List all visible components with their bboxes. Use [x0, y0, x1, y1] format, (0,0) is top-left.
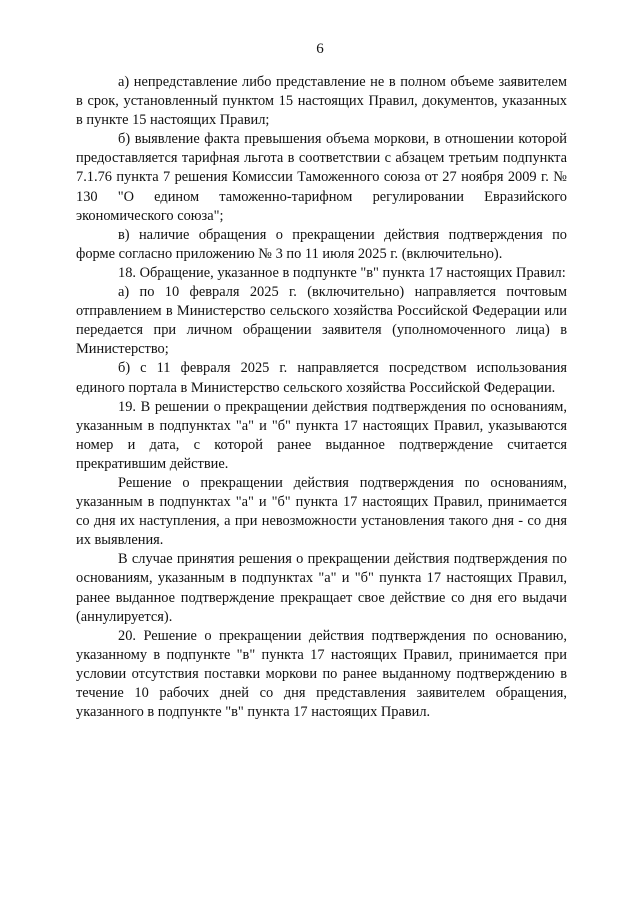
paragraph-18a: а) по 10 февраля 2025 г. (включительно) направляется почтовым отправлением в Министерство сельского хозяйства Российской Федерации или передается при личном обращении заявителя (уполномоченного лица) в Министерство;	[76, 284, 567, 358]
paragraph-19: 19. В решении о прекращении действия подтверждения по основаниям, указанным в подпунктах "а" и "б" пункта 17 настоящих Правил, указываются номер и дата, с которой ранее выданное подтверждение считается прекратившим действие.	[76, 398, 567, 472]
paragraph-18: 18. Обращение, указанное в подпункте "в" пункта 17 настоящих Правил:	[118, 264, 566, 281]
paragraph-17b: б) выявление факта превышения объема моркови, в отношении которой предоставляется тарифная льгота в соответствии с абзацем третьим подпункта 7.1.76 пункта 7 решения Комиссии Таможенного союза от 27 ноября 2009 г. № 130 "О едином таможенно-тарифном регулировании Евразийского экономического союза";	[76, 131, 567, 224]
paragraph-17a: а) непредставление либо представление не в полном объеме заявителем в срок, установленный пунктом 15 настоящих Правил, документов, указанных в пункте 15 настоящих Правил;	[76, 74, 567, 129]
paragraph-19-annulment: В случае принятия решения о прекращении действия подтверждения по основаниям, указанным в подпунктах "а" и "б" пункта 17 настоящих Правил, ранее выданное подтверждение прекращает свое действие со дня его выдачи (аннулируется).	[76, 551, 567, 625]
paragraph-20: 20. Решение о прекращении действия подтверждения по основанию, указанному в подпункте "в" пункта 17 настоящих Правил, принимается при условии отсутствия поставки моркови по ранее выданному подтверждению в течение 10 рабочих дней со дня представления заявителем обращения, указанного в подпункте "в" пункта 17 настоящих Правил.	[76, 627, 567, 721]
document-body	[76, 73, 567, 722]
page-number: 6	[316, 41, 324, 57]
paragraph-19-decision-date: Решение о прекращении действия подтверждения по основаниям, указанным в подпунктах "а" и "б" пункта 17 настоящих Правил, принимается со дня их наступления, а при невозможности установления такого дня - со дня их выявления.	[76, 474, 567, 549]
paragraph-17v: в) наличие обращения о прекращении действия подтверждения по форме согласно приложению № 3 по 11 июля 2025 г. (включительно).	[76, 226, 567, 262]
paragraph-18b: б) с 11 февраля 2025 г. направляется посредством использования единого портала в Министерство сельского хозяйства Российской Федерации.	[76, 360, 567, 396]
